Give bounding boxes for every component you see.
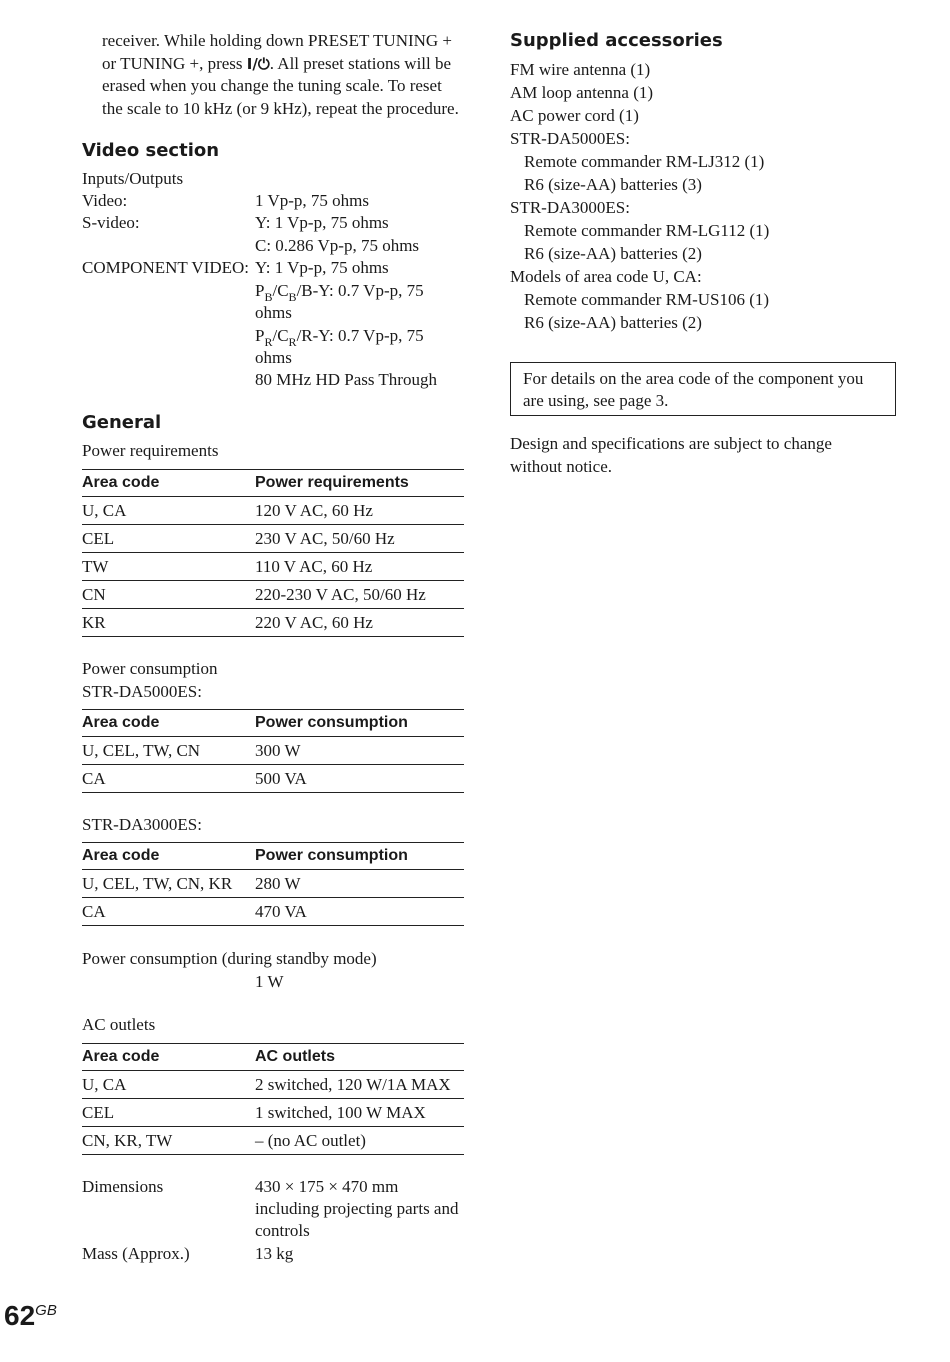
power-requirements-label: Power requirements bbox=[82, 441, 219, 460]
list-item: Models of area code U, CA: bbox=[510, 267, 702, 286]
table-cell: 110 V AC, 60 Hz bbox=[255, 553, 464, 581]
svideo-c-value: C: 0.286 Vp-p, 75 ohms bbox=[255, 236, 420, 255]
intro-line-4: the scale to 10 kHz (or 9 kHz), repeat the procedure. bbox=[102, 98, 459, 118]
table-header-cell: Power requirements bbox=[255, 470, 464, 497]
list-item: AM loop antenna (1) bbox=[510, 83, 654, 102]
mass-value: 13 kg bbox=[255, 1244, 294, 1263]
page-number: $62^{GB}$ bbox=[4, 1300, 57, 1331]
intro-paragraph bbox=[102, 30, 459, 120]
table-row bbox=[82, 765, 464, 793]
table-header-row bbox=[82, 710, 464, 737]
table-cell: 120 V AC, 60 Hz bbox=[255, 497, 464, 525]
supplied-accessories-heading: Supplied accessories bbox=[510, 30, 723, 51]
table-cell: 300 W bbox=[255, 737, 464, 765]
component-y-value: Y: 1 Vp-p, 75 ohms bbox=[255, 258, 389, 277]
area-code-note-box bbox=[510, 362, 896, 416]
disclaimer: Design and specifications are subject to change without notice. bbox=[510, 434, 832, 476]
table-header-cell: Area code bbox=[82, 1044, 255, 1071]
table-cell: CEL bbox=[82, 1099, 255, 1127]
accessories-list bbox=[510, 58, 769, 334]
component-pb-cont: ohms bbox=[255, 303, 292, 322]
svideo-y-value: Y: 1 Vp-p, 75 ohms bbox=[255, 213, 389, 232]
table-cell: CEL bbox=[82, 525, 255, 553]
list-item: R6 (size-AA) batteries (2) bbox=[524, 244, 702, 263]
note-line-1: For details on the area code of the component you bbox=[523, 369, 864, 388]
table-cell: CN, KR, TW bbox=[82, 1127, 255, 1155]
power-consumption-label: Power consumption STR-DA5000ES: bbox=[82, 658, 218, 703]
table-header-cell: Area code bbox=[82, 843, 255, 870]
component-video-label: COMPONENT VIDEO: bbox=[82, 258, 250, 277]
table-cell: 1 switched, 100 W MAX bbox=[255, 1099, 464, 1127]
table-cell: CN bbox=[82, 581, 255, 609]
table-header-row bbox=[82, 470, 464, 497]
model-da5000es-label: STR-DA5000ES: bbox=[82, 681, 202, 701]
page-suffix: GB bbox=[35, 1302, 57, 1319]
list-item: R6 (size-AA) batteries (2) bbox=[524, 313, 702, 332]
table-row bbox=[82, 898, 464, 926]
list-item: Remote commander RM-LJ312 (1) bbox=[524, 152, 765, 171]
table-cell: U, CEL, TW, CN bbox=[82, 737, 255, 765]
table-row bbox=[82, 737, 464, 765]
model-da3000es-label: STR-DA3000ES: bbox=[82, 815, 202, 834]
dimensions-value: 430 × 175 × 470 mm bbox=[255, 1177, 399, 1196]
list-item: Remote commander RM-LG112 (1) bbox=[524, 221, 770, 240]
table-cell: 220-230 V AC, 50/60 Hz bbox=[255, 581, 464, 609]
general-heading: General bbox=[82, 412, 162, 433]
list-item: R6 (size-AA) batteries (3) bbox=[524, 175, 702, 194]
svideo-label: S-video: bbox=[82, 213, 140, 232]
table-header-cell: AC outlets bbox=[255, 1044, 464, 1071]
table-row bbox=[82, 525, 464, 553]
ac-outlets-table bbox=[82, 1043, 464, 1155]
table-header-row bbox=[82, 843, 464, 870]
table-header-cell: Area code bbox=[82, 470, 255, 497]
table-row bbox=[82, 870, 464, 898]
list-item: AC power cord (1) bbox=[510, 106, 639, 125]
table-row bbox=[82, 1071, 464, 1099]
note-line-2: are using, see page 3. bbox=[523, 391, 669, 410]
intro-line-3: erased when you change the tuning scale. To reset bbox=[102, 76, 442, 95]
video-section-heading: Video section bbox=[82, 140, 220, 161]
dimensions-label: Dimensions bbox=[82, 1177, 164, 1196]
table-header-row bbox=[82, 1044, 464, 1071]
table-cell: 230 V AC, 50/60 Hz bbox=[255, 525, 464, 553]
ac-outlets-label: AC outlets bbox=[82, 1015, 156, 1034]
hd-pass-through: 80 MHz HD Pass Through bbox=[255, 370, 437, 389]
table-cell: U, CA bbox=[82, 497, 255, 525]
inputs-outputs-label: Inputs/Outputs bbox=[82, 169, 184, 188]
power-icon: I/⏻ bbox=[246, 54, 270, 73]
standby-label: Power consumption (during standby mode) bbox=[82, 949, 377, 968]
power-consumption-table-da5000es bbox=[82, 709, 464, 793]
standby-consumption bbox=[82, 948, 377, 993]
table-header-cell: Area code bbox=[82, 710, 255, 737]
dimensions-value-3: controls bbox=[255, 1221, 310, 1240]
table-row bbox=[82, 1099, 464, 1127]
table-row bbox=[82, 497, 464, 525]
mass-label: Mass (Approx.) bbox=[82, 1244, 190, 1263]
component-pb-value: $P_B/C_B/B-Y$: 0.7 Vp-p, 75 bbox=[255, 281, 424, 304]
table-cell: CA bbox=[82, 898, 255, 926]
table-row bbox=[82, 609, 464, 637]
table-cell: – (no AC outlet) bbox=[255, 1127, 464, 1155]
list-item: STR-DA3000ES: bbox=[510, 198, 630, 217]
table-cell: 500 VA bbox=[255, 765, 464, 793]
power-consumption-table-da3000es bbox=[82, 842, 464, 926]
dimensions-value-2: including projecting parts and bbox=[255, 1199, 459, 1218]
table-header-cell: Power consumption bbox=[255, 843, 464, 870]
video-label: Video: bbox=[82, 191, 128, 210]
table-cell: U, CEL, TW, CN, KR bbox=[82, 870, 255, 898]
power-requirements-table bbox=[82, 469, 464, 637]
table-cell: TW bbox=[82, 553, 255, 581]
table-cell: KR bbox=[82, 609, 255, 637]
table-row bbox=[82, 553, 464, 581]
standby-value: 1 W bbox=[255, 971, 284, 991]
list-item: FM wire antenna (1) bbox=[510, 60, 651, 79]
table-cell: 2 switched, 120 W/1A MAX bbox=[255, 1071, 464, 1099]
component-pr-cont: ohms bbox=[255, 348, 292, 367]
list-item: STR-DA5000ES: bbox=[510, 129, 630, 148]
list-item: Remote commander RM-US106 (1) bbox=[524, 290, 770, 309]
table-cell: 220 V AC, 60 Hz bbox=[255, 609, 464, 637]
table-cell: 280 W bbox=[255, 870, 464, 898]
table-cell: CA bbox=[82, 765, 255, 793]
intro-line-2: or TUNING +, press I/⏻. All preset stations will be bbox=[102, 53, 452, 73]
table-row bbox=[82, 581, 464, 609]
table-row bbox=[82, 1127, 464, 1155]
table-header-cell: Power consumption bbox=[255, 710, 464, 737]
intro-line-1: receiver. While holding down PRESET TUNING + bbox=[102, 31, 453, 50]
table-cell: U, CA bbox=[82, 1071, 255, 1099]
video-value: 1 Vp-p, 75 ohms bbox=[255, 191, 369, 210]
component-pr-value: $P_R/C_R/R-Y$: 0.7 Vp-p, 75 bbox=[255, 326, 424, 349]
table-cell: 470 VA bbox=[255, 898, 464, 926]
